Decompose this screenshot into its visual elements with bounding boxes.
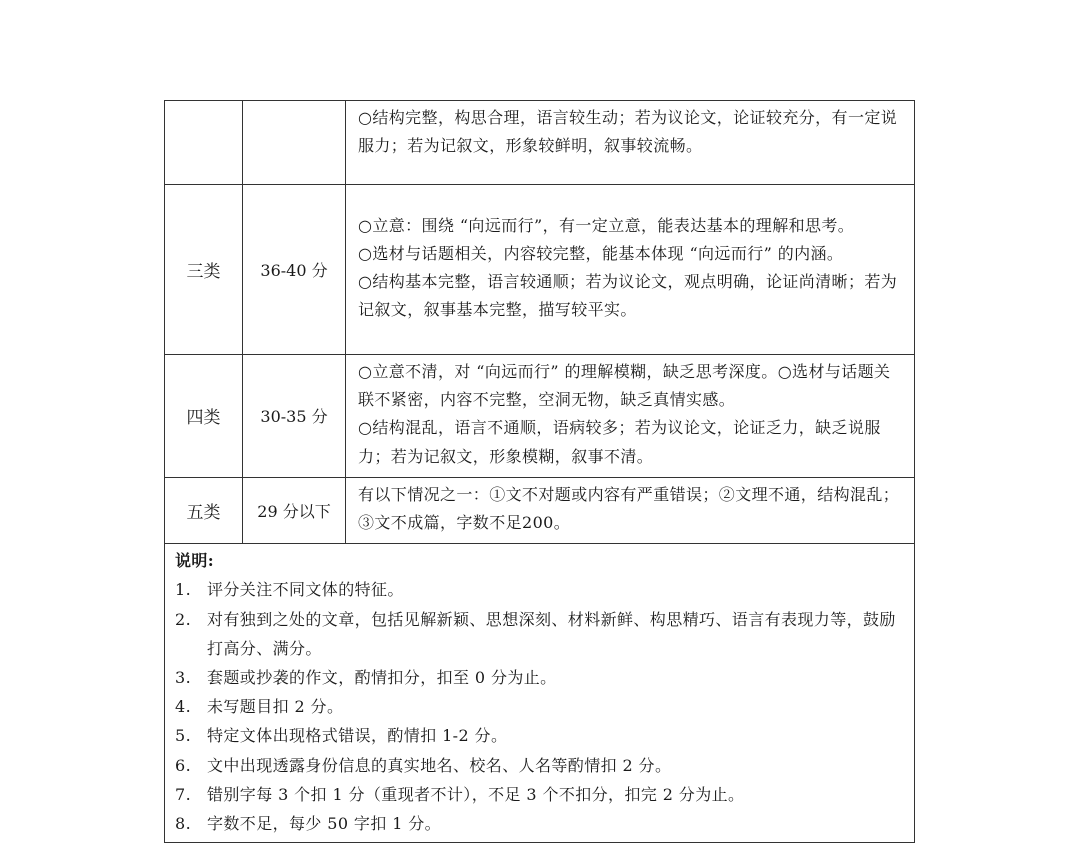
category-cell (165, 101, 243, 185)
table-row (165, 477, 915, 543)
criteria-line: ○结构基本完整，语言较通顺；若为议论文，观点明确，论证尚清晰；若为记叙文，叙事基本完整，描写较平实。 (358, 272, 898, 320)
category-cell: 四类 (165, 355, 243, 478)
note-item (175, 575, 904, 604)
note-number: 1. (175, 580, 192, 600)
note-text: 文中出现透露身份信息的真实地名、校名、人名等酌情扣 2 分。 (207, 755, 672, 775)
note-text: 套题或抄袭的作文，酌情扣分，扣至 0 分为止。 (207, 668, 557, 688)
note-text: 特定文体出现格式错误，酌情扣 1-2 分。 (207, 726, 508, 746)
note-item (175, 809, 904, 838)
note-text: 评分关注不同文体的特征。 (207, 580, 404, 600)
note-number: 3. (175, 668, 192, 688)
score-cell: 29 分以下 (243, 477, 346, 543)
note-item (175, 721, 904, 750)
description-cell (346, 185, 915, 355)
note-item (175, 751, 904, 780)
note-item (175, 780, 904, 809)
note-text: 字数不足，每少 50 字扣 1 分。 (207, 814, 442, 834)
note-item (175, 663, 904, 692)
note-text: 错别字每 3 个扣 1 分（重现者不计），不足 3 个不扣分，扣完 2 分为止。 (207, 784, 745, 804)
description-cell (346, 477, 915, 543)
note-number: 8. (175, 814, 192, 834)
category-cell: 三类 (165, 185, 243, 355)
note-text: 对有独到之处的文章，包括见解新颖、思想深刻、材料新鲜、构思精巧、语言有表现力等，鼓励打高分、满分。 (207, 609, 896, 658)
notes-cell (165, 544, 915, 843)
notes-row (165, 544, 915, 843)
grading-table (164, 100, 915, 843)
criteria-line: ○结构完整，构思合理，语言较生动；若为议论文，论证较充分，有一定说服力；若为记叙文，形象较鲜明，叙事较流畅。 (358, 108, 898, 156)
description-cell (346, 101, 915, 185)
score-cell: 30-35 分 (243, 355, 346, 478)
note-number: 5. (175, 726, 192, 746)
category-cell: 五类 (165, 477, 243, 543)
score-cell (243, 101, 346, 185)
note-number: 6. (175, 755, 192, 775)
criteria-line: ○立意不清，对 “向远而行” 的理解模糊，缺乏思考深度。○选材与话题关联不紧密，内容不完整，空洞无物，缺乏真情实感。 (358, 362, 891, 410)
note-item (175, 692, 904, 721)
table-row (165, 101, 915, 185)
score-cell: 36-40 分 (243, 185, 346, 355)
criteria-line: ○选材与话题相关，内容较完整，能基本体现 “向远而行” 的内涵。 (358, 243, 844, 263)
table-row (165, 355, 915, 478)
criteria-line: 有以下情况之一：①文不对题或内容有严重错误；②文理不通，结构混乱；③文不成篇，字数不足200。 (358, 484, 900, 533)
criteria-line: ○立意：围绕 “向远而行”，有一定立意，能表达基本的理解和思考。 (358, 215, 855, 235)
note-number: 2. (175, 609, 192, 629)
note-item (175, 605, 904, 663)
table-row (165, 185, 915, 355)
note-number: 4. (175, 697, 192, 717)
notes-title: 说明: (175, 551, 215, 571)
note-number: 7. (175, 784, 192, 804)
description-cell (346, 355, 915, 478)
criteria-line: ○结构混乱，语言不通顺，语病较多；若为议论文，论证乏力，缺乏说服力；若为记叙文，形象模糊，叙事不清。 (358, 418, 881, 466)
note-text: 未写题目扣 2 分。 (207, 697, 344, 717)
